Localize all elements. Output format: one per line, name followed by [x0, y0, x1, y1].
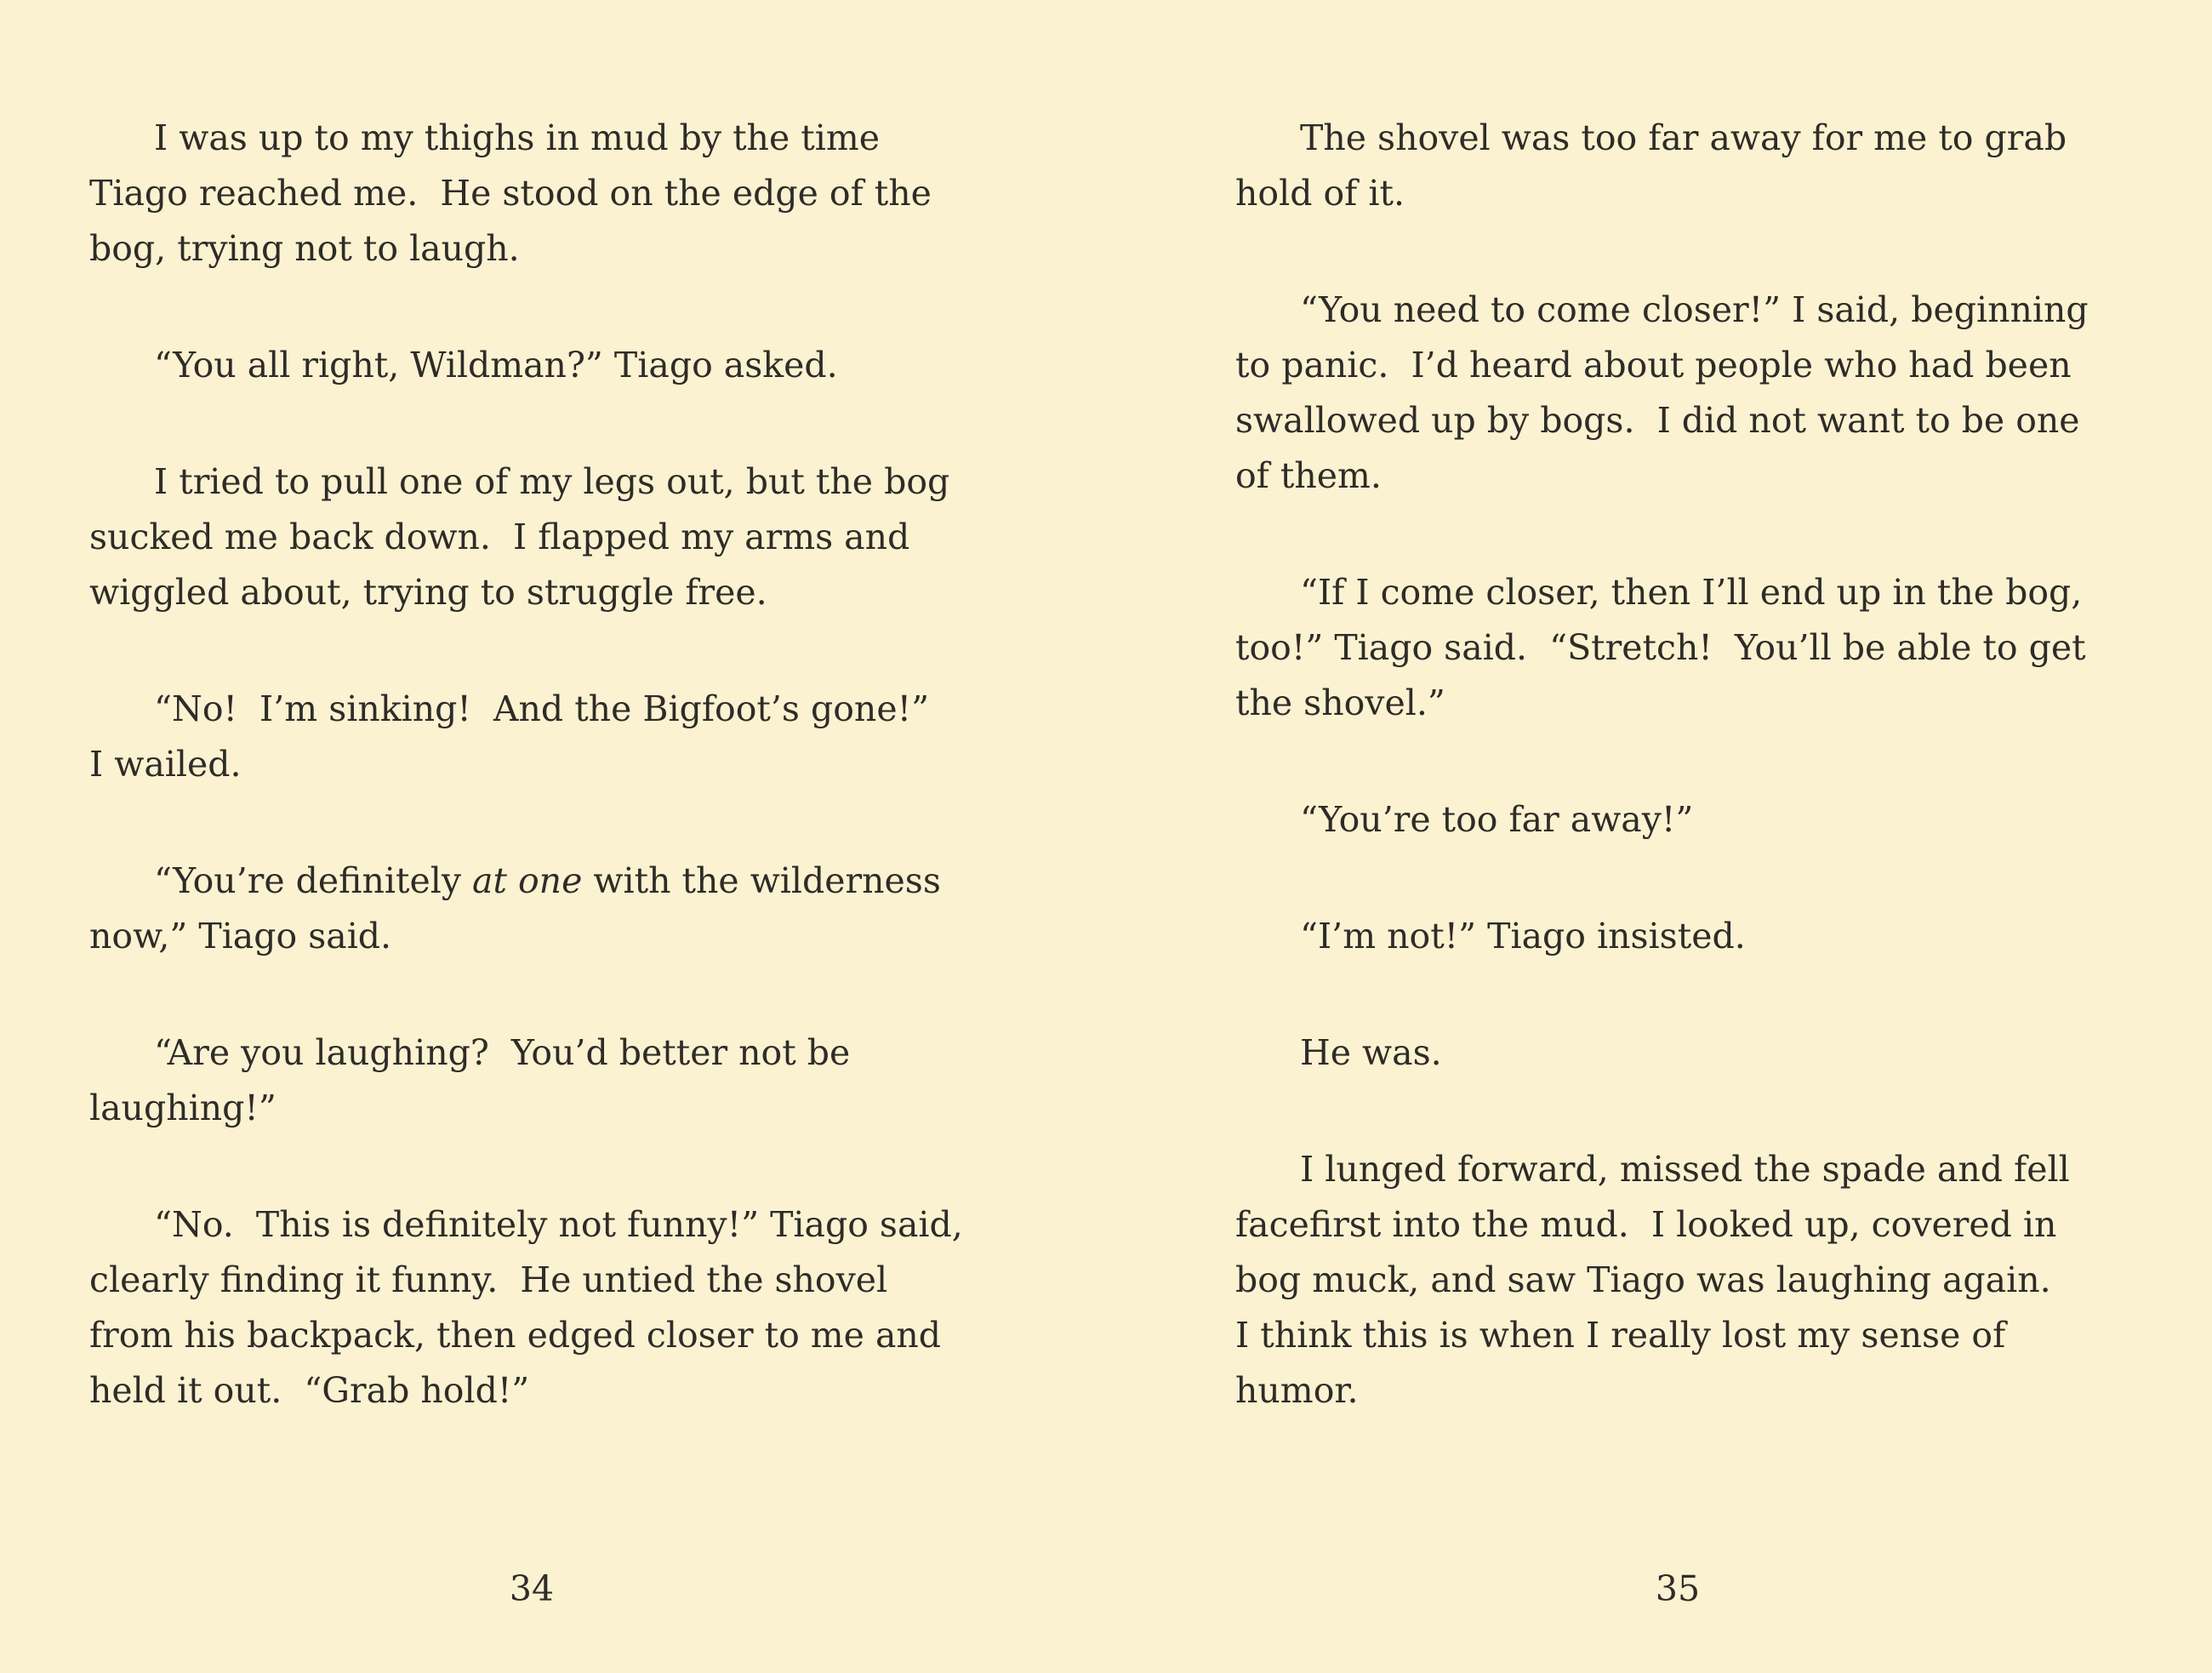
text-line: “You’re too far away!” [1300, 799, 1694, 840]
page-number-35: 35 [1655, 1568, 1701, 1609]
paragraph [89, 454, 1059, 620]
text-segment: with the wilderness [582, 860, 941, 901]
italic-phrase: at one [472, 860, 583, 901]
text-line: sucked me back down. I flapped my arms and [89, 517, 910, 557]
text-line: I wailed. [89, 744, 242, 785]
paragraph [1235, 1025, 2205, 1081]
text-line: laughing!” [89, 1088, 276, 1128]
paragraph [1235, 565, 2205, 731]
text-line: I tried to pull one of my legs out, but the bog [154, 461, 950, 502]
text-line: facefirst into the mud. I looked up, covered in [1235, 1204, 2057, 1245]
text-line: “Are you laughing? You’d better not be [154, 1032, 851, 1073]
paragraph [89, 338, 1059, 393]
paragraph [1235, 111, 2205, 221]
paragraph [89, 1197, 1059, 1419]
text-line: too!” Tiago said. “Stretch! You’ll be able to get [1235, 627, 2086, 668]
text-line: “No! I’m sinking! And the Bigfoot’s gone!” [154, 688, 930, 729]
text-line: to panic. I’d heard about people who had been [1235, 345, 2072, 385]
text-line: bog, trying not to laugh. [89, 228, 520, 269]
text-line: the shovel.” [1235, 682, 1445, 723]
text-line: I lunged forward, missed the spade and fell [1300, 1149, 2070, 1190]
page-35-text [1235, 111, 2205, 1480]
page-34-text [89, 111, 1059, 1480]
text-line: of them. [1235, 455, 1382, 496]
text-line: swallowed up by bogs. I did not want to be one [1235, 400, 2080, 441]
paragraph [89, 111, 1059, 277]
text-line: “You all right, Wildman?” Tiago asked. [154, 345, 838, 385]
text-line: “If I come closer, then I’ll end up in the bog, [1300, 572, 2083, 613]
text-line: I think this is when I really lost my sense of [1235, 1315, 2006, 1356]
paragraph [89, 854, 1059, 964]
text-line: humor. [1235, 1370, 1359, 1411]
text-line [89, 854, 1059, 909]
text-line: Tiago reached me. He stood on the edge of the [89, 173, 932, 214]
text-line: “I’m not!” Tiago insisted. [1300, 916, 1746, 956]
paragraph [1235, 792, 2205, 848]
text-line: from his backpack, then edged closer to me and [89, 1315, 942, 1356]
paragraph [1235, 283, 2205, 504]
text-line: wiggled about, trying to struggle free. [89, 572, 767, 613]
page-number-34: 34 [509, 1568, 555, 1609]
text-line: “You need to come closer!” I said, beginning [1300, 289, 2089, 330]
paragraph [1235, 1142, 2205, 1419]
text-line: clearly finding it funny. He untied the shovel [89, 1259, 888, 1300]
text-line: held it out. “Grab hold!” [89, 1370, 530, 1411]
text-line: bog muck, and saw Tiago was laughing again. [1235, 1259, 2051, 1300]
text-line: hold of it. [1235, 173, 1405, 214]
text-line: “No. This is definitely not funny!” Tiago said, [154, 1204, 963, 1245]
text-line: I was up to my thighs in mud by the time [154, 117, 880, 158]
text-line: He was. [1300, 1032, 1442, 1073]
text-line: now,” Tiago said. [89, 916, 392, 956]
paragraph [1235, 909, 2205, 964]
text-line: The shovel was too far away for me to grab [1300, 117, 2067, 158]
text-segment: “You’re definitely [154, 860, 473, 901]
paragraph [89, 1025, 1059, 1136]
paragraph [89, 682, 1059, 792]
